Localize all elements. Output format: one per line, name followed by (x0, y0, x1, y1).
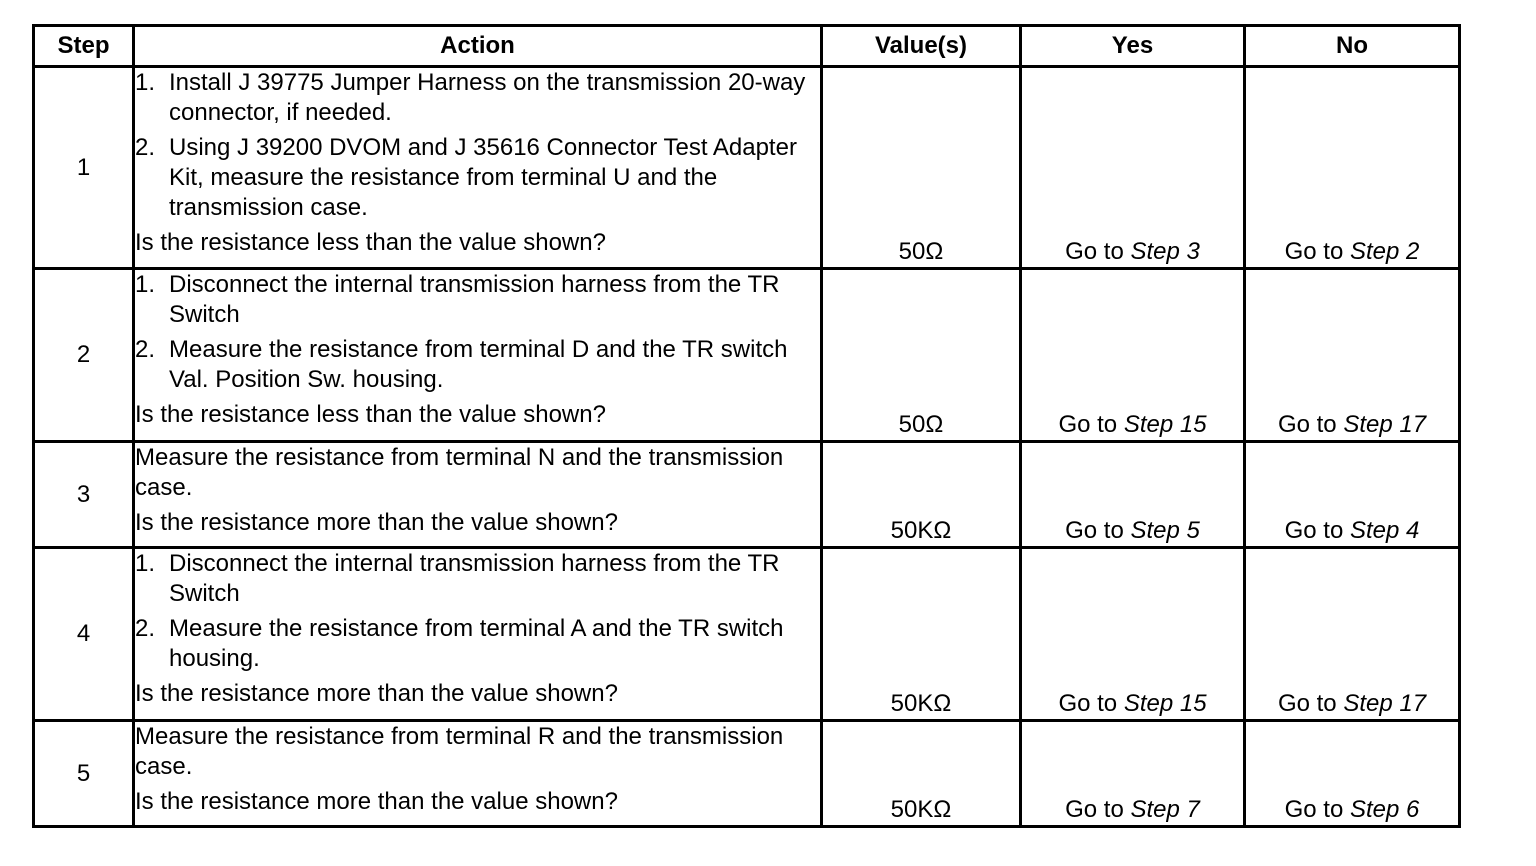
header-yes: Yes (1021, 26, 1245, 67)
header-action: Action (134, 26, 822, 67)
yes-prefix: Go to (1065, 238, 1131, 265)
step-number: 3 (34, 442, 134, 548)
yes-prefix: Go to (1058, 690, 1124, 717)
action-item (135, 614, 820, 674)
value-cell: 50Ω (822, 269, 1021, 442)
table-row (34, 548, 1460, 721)
action-item-number: 2. (135, 336, 156, 363)
yes-cell (1021, 67, 1245, 269)
action-question: Is the resistance less than the value shown? (135, 401, 606, 428)
action-item-number: 1. (135, 550, 156, 577)
no-prefix: Go to (1277, 690, 1344, 717)
value-cell: 50KΩ (822, 721, 1021, 827)
step-number: 2 (34, 269, 134, 442)
header-no: No (1245, 26, 1460, 67)
action-item-text: Disconnect the internal transmission harness from the TR Switch (169, 271, 780, 328)
no-cell (1245, 548, 1460, 721)
action-item-number: 1. (135, 271, 156, 298)
action-cell (134, 721, 822, 827)
step-number: 5 (34, 721, 134, 827)
no-prefix: Go to (1284, 796, 1350, 823)
action-question: Is the resistance less than the value shown? (135, 229, 606, 256)
action-item-number: 2. (135, 615, 156, 642)
table-row (34, 67, 1460, 269)
no-step-link: Step 6 (1349, 796, 1420, 823)
yes-prefix: Go to (1058, 411, 1124, 438)
no-step-link: Step 17 (1343, 411, 1427, 438)
yes-cell (1021, 548, 1245, 721)
action-item-text: Install J 39775 Jumper Harness on the transmission 20-way connector, if needed. (169, 69, 806, 126)
yes-cell (1021, 442, 1245, 548)
table-row (34, 269, 1460, 442)
action-item-text: Measure the resistance from terminal A and the TR switch housing. (169, 615, 784, 672)
step-number: 1 (34, 67, 134, 269)
action-item (135, 133, 820, 223)
no-cell (1245, 269, 1460, 442)
action-item-number: 1. (135, 69, 156, 96)
no-cell (1245, 67, 1460, 269)
value-cell: 50KΩ (822, 548, 1021, 721)
action-item (135, 68, 820, 128)
action-cell (134, 67, 822, 269)
step-number: 4 (34, 548, 134, 721)
no-step-link: Step 4 (1349, 517, 1420, 544)
table-row (34, 442, 1460, 548)
yes-prefix: Go to (1065, 796, 1131, 823)
header-row (34, 26, 1460, 67)
action-item-text: Using J 39200 DVOM and J 35616 Connector Test Adapter Kit, measure the resistance from terminal U and the transmission case. (169, 134, 797, 221)
header-step: Step (34, 26, 134, 67)
action-item-text: Measure the resistance from terminal D and the TR switch Val. Position Sw. housing. (169, 336, 788, 393)
action-question: Is the resistance more than the value shown? (135, 788, 618, 815)
action-cell (134, 269, 822, 442)
action-paragraph: Measure the resistance from terminal R and the transmission case. (135, 723, 784, 780)
no-cell (1245, 442, 1460, 548)
yes-step-link: Step 15 (1123, 690, 1207, 717)
action-paragraph: Measure the resistance from terminal N and the transmission case. (135, 444, 784, 501)
diagnostic-table (32, 24, 1461, 828)
no-step-link: Step 17 (1343, 690, 1427, 717)
no-cell (1245, 721, 1460, 827)
value-cell: 50KΩ (822, 442, 1021, 548)
yes-cell (1021, 721, 1245, 827)
header-values: Value(s) (822, 26, 1021, 67)
no-step-link: Step 2 (1349, 238, 1420, 265)
yes-step-link: Step 5 (1130, 517, 1200, 544)
yes-cell (1021, 269, 1245, 442)
yes-prefix: Go to (1065, 517, 1131, 544)
action-item (135, 335, 820, 395)
yes-step-link: Step 15 (1123, 411, 1207, 438)
no-prefix: Go to (1277, 411, 1344, 438)
no-prefix: Go to (1284, 517, 1350, 544)
action-item (135, 270, 820, 330)
no-prefix: Go to (1284, 238, 1350, 265)
yes-step-link: Step 3 (1130, 238, 1200, 265)
yes-step-link: Step 7 (1130, 796, 1200, 823)
action-item-number: 2. (135, 134, 156, 161)
action-item-text: Disconnect the internal transmission harness from the TR Switch (169, 550, 780, 607)
table-row (34, 721, 1460, 827)
action-question: Is the resistance more than the value shown? (135, 509, 618, 536)
action-cell (134, 442, 822, 548)
action-item (135, 549, 820, 609)
action-question: Is the resistance more than the value shown? (135, 680, 618, 707)
action-cell (134, 548, 822, 721)
value-cell: 50Ω (822, 67, 1021, 269)
